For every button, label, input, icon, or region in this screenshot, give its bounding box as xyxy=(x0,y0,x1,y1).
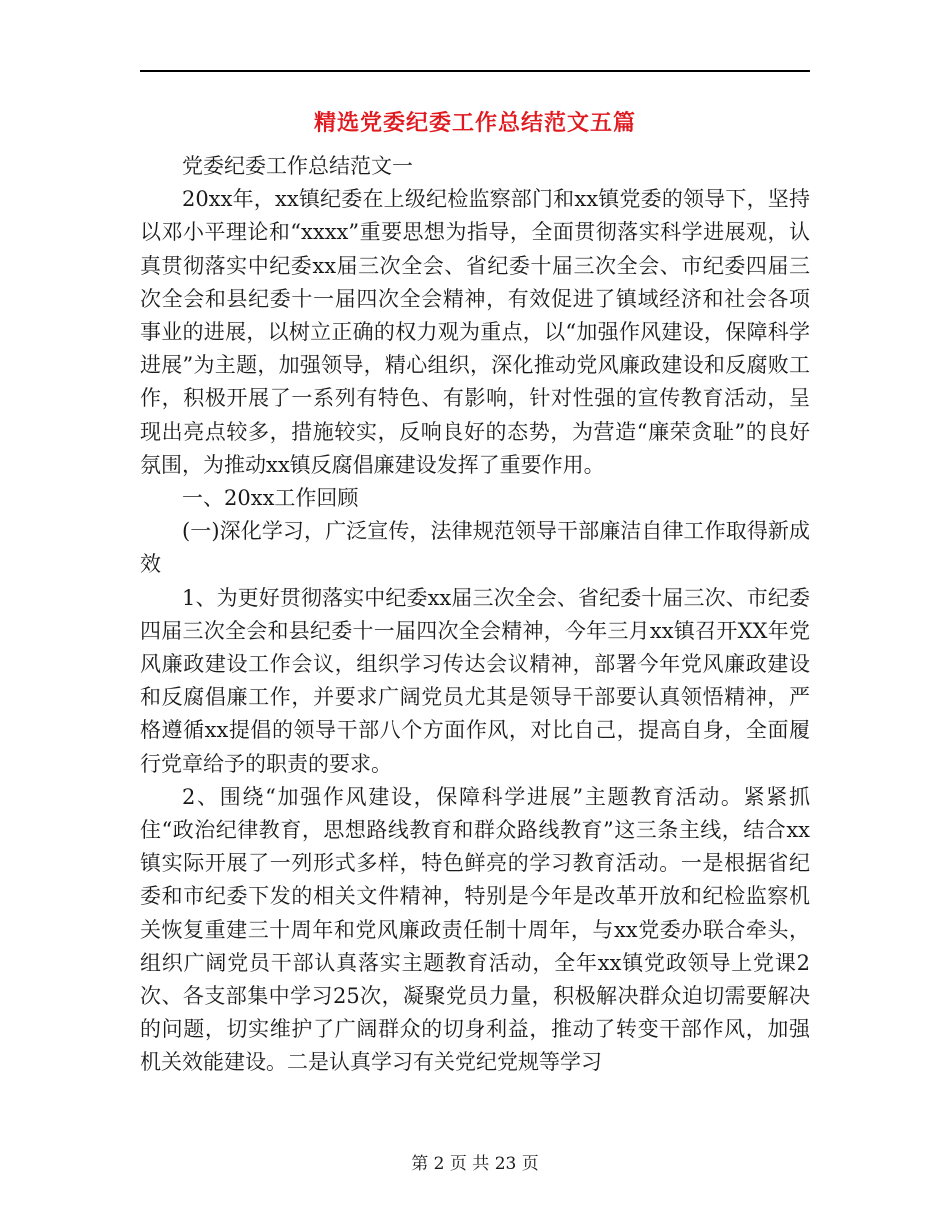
body-paragraph-item-2: 2、围绕“加强作风建设，保障科学进展”主题教育活动。紧紧抓住“政治纪律教育，思想路线教育和群众路线教育”这三条主线，结合xx镇实际开展了一列形式多样，特色鲜亮的学习教育活动。一是根据省纪委和市纪委下发的相关文件精神，特别是今年是改革开放和纪检监察机关恢复重建三十周年和党风廉政责任制十周年，与xx党委办联合牵头，组织广阔党员干部认真落实主题教育活动，全年xx镇党政领导上党课2次、各支部集中学习25次，凝聚党员力量，积极解决群众迫切需要解决的问题，切实维护了广阔群众的切身利益，推动了转变干部作风，加强机关效能建设。二是认真学习有关党纪党规等学习 xyxy=(140,784,810,1075)
page-number-footer: 第 2 页 共 23 页 xyxy=(411,1154,539,1174)
document-title: 精选党委纪委工作总结范文五篇 xyxy=(313,111,636,136)
body-paragraph-intro: 20xx年，xx镇纪委在上级纪检监察部门和xx镇党委的领导下，坚持以邓小平理论和“xxxx”重要思想为指导，全面贯彻落实科学进展观，认真贯彻落实中纪委xx届三次全会、省纪委十届三次全会、市纪委四届三次全会和县纪委十一届四次全会精神，有效促进了镇域经济和社会各项事业的进展，以树立正确的权力观为重点，以“加强作风建设，保障科学进展”为主题，加强领导，精心组织，深化推动党风廉政建设和反腐败工作，积极开展了一系列有特色、有影响，针对性强的宣传教育活动，呈现出亮点较多，措施较实，反响良好的态势，为营造“廉荣贪耻”的良好氛围，为推动xx镇反腐倡廉建设发挥了重要作用。 xyxy=(140,187,810,477)
body-paragraph-item-1: 1、为更好贯彻落实中纪委xx届三次全会、省纪委十届三次、市纪委四届三次全会和县纪委十一届四次全会精神，今年三月xx镇召开XX年党风廉政建设工作会议，组织学习传达会议精神，部署今年党风廉政建设和反腐倡廉工作，并要求广阔党员尤其是领导干部要认真领悟精神，严格遵循xx提倡的领导干部八个方面作风，对比自己，提高自身，全面履行党章给予的职责的要求。 xyxy=(140,585,810,776)
document-body xyxy=(140,150,810,1080)
section-heading-article-one: 党委纪委工作总结范文一 xyxy=(182,154,413,178)
header-rule xyxy=(140,70,810,72)
subsection-heading-one: (一)深化学习，广泛宣传，法律规范领导干部廉洁自律工作取得新成效 xyxy=(140,519,810,577)
section-heading-work-review: 一、20xx工作回顾 xyxy=(182,486,359,511)
